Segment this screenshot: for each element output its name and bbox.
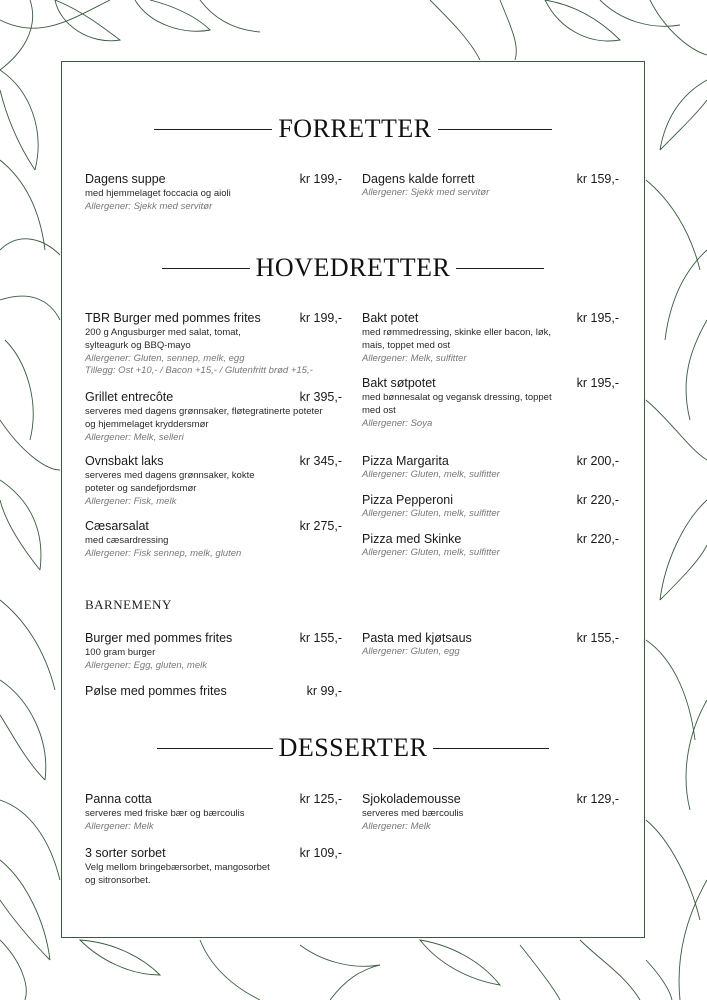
menu-item (85, 846, 342, 888)
item-description: serveres med dagens grønnsaker, kokte poteter og sandefjordsmør (85, 470, 255, 494)
heading-rule-left (154, 129, 272, 130)
item-name: Burger med pommes frites (85, 631, 233, 645)
item-name: Bakt søtpotet (362, 376, 436, 390)
section-title: FORRETTER (278, 114, 432, 143)
menu-item (362, 493, 619, 521)
item-description: med hjemmelaget foccacia og aioli (85, 188, 231, 199)
item-allergens: Allergener: Sjekk med servitør (362, 187, 490, 198)
item-allergens: Allergener: Fisk sennep, melk, gluten (85, 547, 242, 559)
item-name: Pasta med kjøtsaus (362, 631, 472, 645)
item-name: Cæsarsalat (85, 519, 149, 533)
item-name: Panna cotta (85, 792, 152, 806)
item-price: kr 199,- (299, 172, 342, 186)
item-description: 200 g Angusburger med salat, tomat, sylteagurk og BBQ-mayo (85, 327, 241, 351)
item-allergens: Allergener: Melk, sulfitter (362, 352, 467, 364)
item-allergens: Allergener: Gluten, melk, sulfitter (362, 508, 500, 519)
item-description: Velg mellom bringebærsorbet, mangosorbet og sitronsorbet. (85, 862, 270, 886)
item-price: kr 395,- (299, 390, 342, 404)
heading-rule-left (157, 748, 273, 749)
item-allergens: Allergener: Gluten, sennep, melk, egg (85, 352, 245, 364)
item-allergens: Allergener: Sjekk med servitør (85, 200, 213, 212)
item-name: Pizza Margarita (362, 454, 449, 468)
section-heading-desserter (62, 733, 644, 763)
item-name: Dagens suppe (85, 172, 166, 186)
item-price: kr 155,- (299, 631, 342, 645)
menu-item (362, 172, 619, 200)
menu-item (362, 376, 619, 430)
menu-item (85, 519, 342, 561)
menu-item (85, 684, 342, 699)
item-description: serveres med bærcoulis (362, 808, 464, 819)
heading-rule-left (162, 268, 250, 269)
item-allergens: Allergener: Fisk, melk (85, 495, 177, 507)
section-heading-forretter (62, 114, 644, 144)
item-price: kr 109,- (299, 846, 342, 860)
item-price: kr 129,- (576, 792, 619, 806)
item-description: serveres med dagens grønnsaker, fløtegratinerte poteter og hjemmelaget kryddersmør (85, 406, 323, 430)
item-name: Pølse med pommes frites (85, 684, 227, 698)
item-price: kr 155,- (576, 631, 619, 645)
item-price: kr 125,- (299, 792, 342, 806)
item-description: serveres med friske bær og bærcoulis (85, 808, 245, 819)
item-allergens: Allergener: Gluten, melk, sulfitter (362, 547, 500, 558)
menu-item (362, 631, 619, 659)
menu-item (362, 792, 619, 834)
item-name: Dagens kalde forrett (362, 172, 475, 186)
menu-card (61, 61, 645, 938)
item-description: 100 gram burger (85, 647, 156, 658)
item-allergens: Allergener: Gluten, egg (362, 646, 460, 657)
menu-item (85, 631, 342, 673)
item-price: kr 199,- (299, 311, 342, 325)
item-price: kr 195,- (576, 376, 619, 390)
menu-item (85, 172, 342, 214)
item-allergens: Allergener: Egg, gluten, melk (85, 659, 207, 671)
item-name: 3 sorter sorbet (85, 846, 166, 860)
item-price: kr 345,- (299, 454, 342, 468)
item-name: Sjokolademousse (362, 792, 461, 806)
section-heading-hovedretter (62, 253, 644, 283)
menu-item (85, 311, 342, 378)
item-name: Pizza Pepperoni (362, 493, 454, 507)
menu-item (362, 311, 619, 365)
heading-rule-right (433, 748, 549, 749)
item-price: kr 159,- (576, 172, 619, 186)
item-name: Ovnsbakt laks (85, 454, 164, 468)
item-allergens: Allergener: Melk (362, 820, 431, 832)
item-name: Pizza med Skinke (362, 532, 462, 546)
item-price: kr 99,- (306, 684, 342, 698)
item-price: kr 275,- (299, 519, 342, 533)
item-name: Grillet entrecôte (85, 390, 174, 404)
menu-item (85, 390, 342, 444)
item-price: kr 220,- (576, 493, 619, 507)
heading-rule-right (456, 268, 544, 269)
item-description: med rømmedressing, skinke eller bacon, løk, mais, toppet med ost (362, 327, 552, 351)
item-price: kr 195,- (576, 311, 619, 325)
item-price: kr 200,- (576, 454, 619, 468)
item-name: Bakt potet (362, 311, 419, 325)
menu-item (362, 454, 619, 482)
item-allergens: Allergener: Melk, selleri (85, 431, 184, 443)
section-title: HOVEDRETTER (255, 253, 451, 282)
item-price: kr 220,- (576, 532, 619, 546)
item-name: TBR Burger med pommes frites (85, 311, 261, 325)
item-allergens: Allergener: Soya (362, 417, 433, 429)
item-extras: Tillegg: Ost +10,- / Bacon +15,- / Glutenfritt brød +15,- (85, 365, 313, 377)
menu-item (362, 532, 619, 560)
item-description: med bønnesalat og vegansk dressing, toppet med ost (362, 392, 552, 416)
item-allergens: Allergener: Melk (85, 820, 154, 832)
menu-item (85, 454, 342, 508)
section-title: DESSERTER (278, 733, 428, 762)
subsection-title-barnemeny: BARNEMENY (85, 597, 172, 612)
heading-rule-right (438, 129, 552, 130)
menu-item (85, 792, 342, 834)
item-allergens: Allergener: Gluten, melk, sulfitter (362, 469, 500, 480)
item-description: med cæsardressing (85, 535, 169, 546)
